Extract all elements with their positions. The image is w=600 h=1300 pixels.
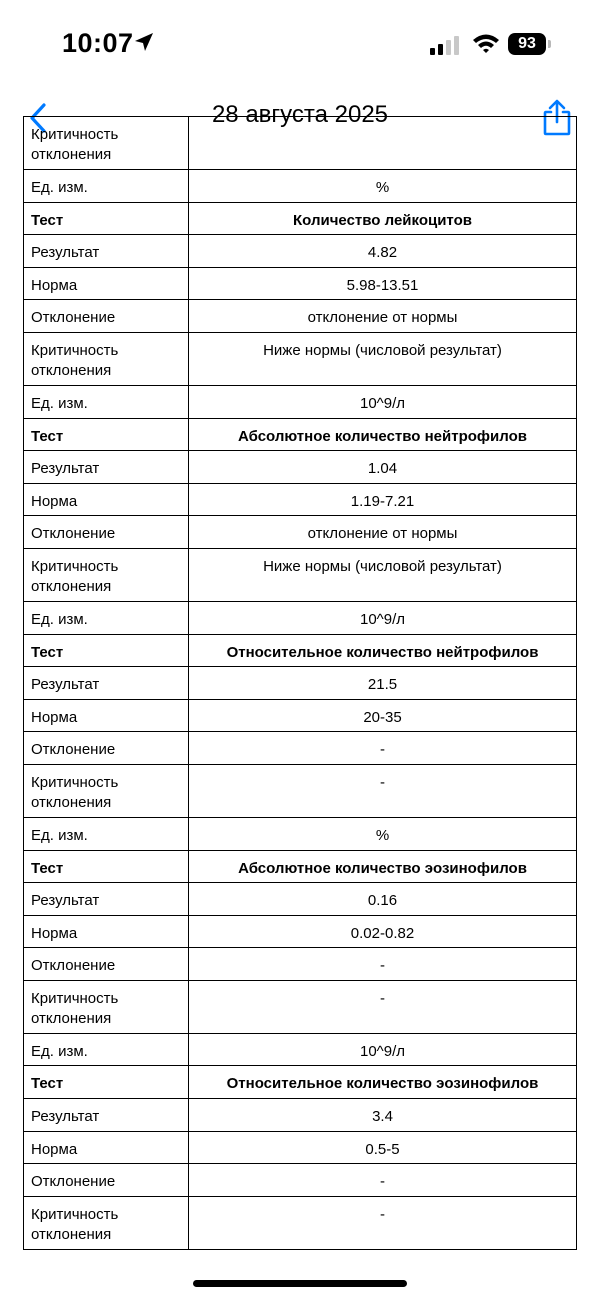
row-label: Тест bbox=[24, 418, 189, 451]
row-value: 5.98-13.51 bbox=[189, 267, 577, 300]
row-value: 10^9/л bbox=[189, 385, 577, 418]
table-row bbox=[24, 332, 577, 385]
row-value: 1.04 bbox=[189, 451, 577, 484]
home-indicator[interactable] bbox=[193, 1280, 407, 1287]
row-value: 10^9/л bbox=[189, 1033, 577, 1066]
results-table bbox=[23, 116, 577, 1250]
row-label: Отклонение bbox=[24, 948, 189, 981]
row-label: Критичность отклонения bbox=[24, 332, 189, 385]
row-label: Результат bbox=[24, 667, 189, 700]
row-label: Тест bbox=[24, 850, 189, 883]
table-row bbox=[24, 1033, 577, 1066]
row-label: Ед. изм. bbox=[24, 601, 189, 634]
table-row bbox=[24, 1099, 577, 1132]
table-row bbox=[24, 948, 577, 981]
row-label: Результат bbox=[24, 451, 189, 484]
row-label: Отклонение bbox=[24, 1164, 189, 1197]
row-value: Относительное количество эозинофилов bbox=[189, 1066, 577, 1099]
table-row bbox=[24, 170, 577, 203]
table-row bbox=[24, 817, 577, 850]
row-value: % bbox=[189, 170, 577, 203]
row-label: Критичность отклонения bbox=[24, 548, 189, 601]
row-value: 4.82 bbox=[189, 235, 577, 268]
row-value: Количество лейкоцитов bbox=[189, 202, 577, 235]
table-row bbox=[24, 516, 577, 549]
test-header-row bbox=[24, 202, 577, 235]
row-label: Ед. изм. bbox=[24, 385, 189, 418]
row-value: Относительное количество нейтрофилов bbox=[189, 634, 577, 667]
row-label: Тест bbox=[24, 202, 189, 235]
row-value: 21.5 bbox=[189, 667, 577, 700]
row-value: 0.02-0.82 bbox=[189, 915, 577, 948]
table-row bbox=[24, 548, 577, 601]
table-row bbox=[24, 915, 577, 948]
table-row bbox=[24, 451, 577, 484]
row-label: Норма bbox=[24, 699, 189, 732]
status-bar bbox=[0, 0, 600, 90]
row-label: Критичность отклонения bbox=[24, 117, 189, 170]
row-label: Отклонение bbox=[24, 300, 189, 333]
row-label: Отклонение bbox=[24, 516, 189, 549]
battery-cap bbox=[548, 40, 551, 48]
row-label: Норма bbox=[24, 915, 189, 948]
row-value: - bbox=[189, 948, 577, 981]
row-value: Ниже нормы (числовой результат) bbox=[189, 332, 577, 385]
test-header-row bbox=[24, 850, 577, 883]
table-row bbox=[24, 1196, 577, 1249]
row-label: Отклонение bbox=[24, 732, 189, 765]
row-label: Критичность отклонения bbox=[24, 764, 189, 817]
table-row bbox=[24, 385, 577, 418]
table-row bbox=[24, 1164, 577, 1197]
test-header-row bbox=[24, 418, 577, 451]
row-value: 0.16 bbox=[189, 883, 577, 916]
test-header-row bbox=[24, 1066, 577, 1099]
row-label: Норма bbox=[24, 1131, 189, 1164]
row-label: Ед. изм. bbox=[24, 1033, 189, 1066]
row-value: отклонение от нормы bbox=[189, 516, 577, 549]
table-row bbox=[24, 235, 577, 268]
row-value: 1.19-7.21 bbox=[189, 483, 577, 516]
table-row bbox=[24, 883, 577, 916]
location-arrow-icon bbox=[133, 31, 155, 53]
row-value: 10^9/л bbox=[189, 601, 577, 634]
row-label: Ед. изм. bbox=[24, 170, 189, 203]
page-title: 28 августа 2025 bbox=[211, 101, 389, 128]
row-label: Норма bbox=[24, 267, 189, 300]
table-row bbox=[24, 980, 577, 1033]
row-value: - bbox=[189, 764, 577, 817]
cellular-signal-icon bbox=[430, 35, 460, 55]
row-label: Критичность отклонения bbox=[24, 1196, 189, 1249]
battery-indicator bbox=[508, 33, 554, 55]
row-value: 3.4 bbox=[189, 1099, 577, 1132]
test-header-row bbox=[24, 634, 577, 667]
row-value: Абсолютное количество нейтрофилов bbox=[189, 418, 577, 451]
table-row bbox=[24, 117, 577, 170]
row-label: Норма bbox=[24, 483, 189, 516]
row-label: Тест bbox=[24, 1066, 189, 1099]
table-row bbox=[24, 483, 577, 516]
row-label: Результат bbox=[24, 1099, 189, 1132]
row-value: - bbox=[189, 980, 577, 1033]
row-value: - bbox=[189, 732, 577, 765]
row-label: Критичность отклонения bbox=[24, 980, 189, 1033]
status-time: 10:07 bbox=[62, 28, 134, 58]
row-value: Абсолютное количество эозинофилов bbox=[189, 850, 577, 883]
table-row bbox=[24, 699, 577, 732]
table-row bbox=[24, 267, 577, 300]
row-value: Ниже нормы (числовой результат) bbox=[189, 548, 577, 601]
row-label: Тест bbox=[24, 634, 189, 667]
row-value: % bbox=[189, 817, 577, 850]
wifi-icon bbox=[472, 32, 500, 54]
row-value: 0.5-5 bbox=[189, 1131, 577, 1164]
row-value: - bbox=[189, 1164, 577, 1197]
table-row bbox=[24, 764, 577, 817]
table-row bbox=[24, 300, 577, 333]
table-row bbox=[24, 732, 577, 765]
results-scroll-area[interactable] bbox=[0, 126, 600, 1249]
battery-level: 93 bbox=[508, 33, 546, 55]
row-value bbox=[189, 117, 577, 170]
row-label: Результат bbox=[24, 883, 189, 916]
table-row bbox=[24, 1131, 577, 1164]
row-value: - bbox=[189, 1196, 577, 1249]
table-row bbox=[24, 601, 577, 634]
row-value: 20-35 bbox=[189, 699, 577, 732]
row-value: отклонение от нормы bbox=[189, 300, 577, 333]
row-label: Ед. изм. bbox=[24, 817, 189, 850]
row-label: Результат bbox=[24, 235, 189, 268]
table-row bbox=[24, 667, 577, 700]
